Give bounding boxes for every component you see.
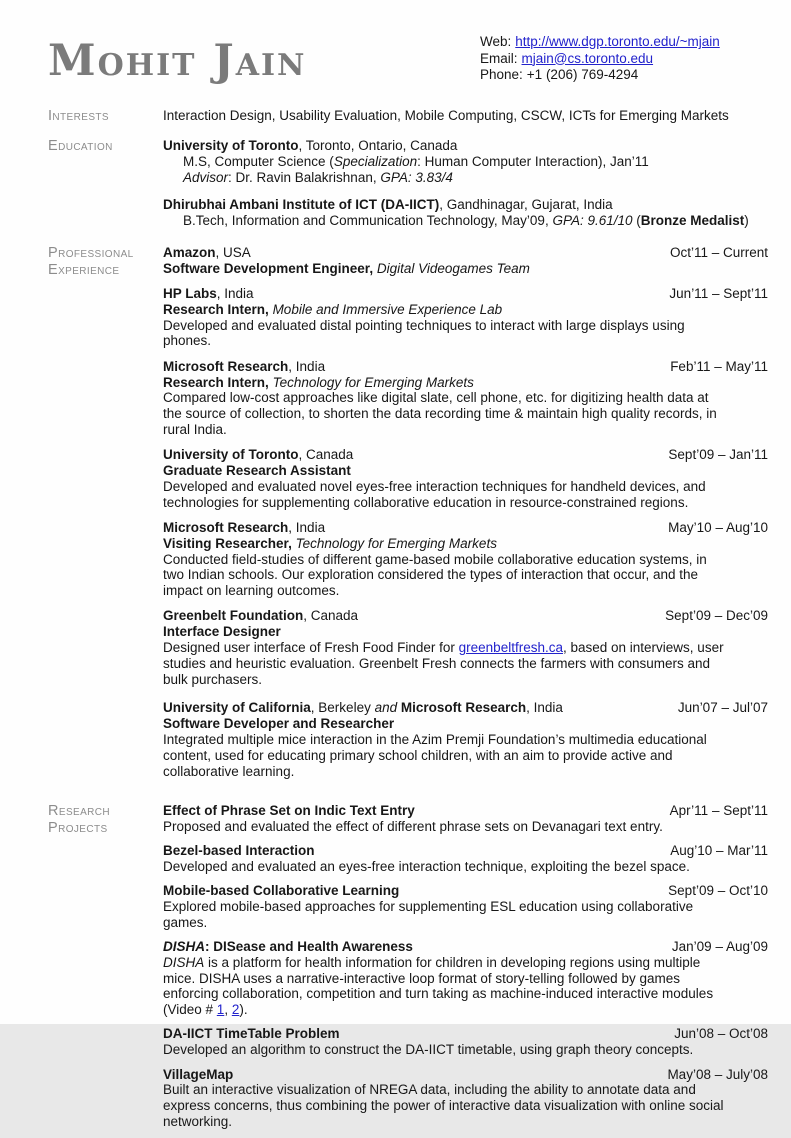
role-title: Research Intern [163, 301, 266, 317]
and-word: and [374, 700, 398, 716]
description: Compared low-cost approaches like digital slate, cell phone, etc. for digitizing health data at the source of collection, to shorten the data recording time & maintain high quality records, in rural India. [163, 390, 717, 437]
experience-entry [163, 520, 768, 599]
org-name: University of Toronto [163, 447, 299, 463]
degree-line [163, 213, 768, 229]
section-label-education: Education [48, 138, 113, 154]
description [163, 640, 729, 687]
org-location: , India [288, 358, 326, 374]
experience-entry [163, 286, 768, 349]
org-location: , Gandhinagar, Gujarat, India [439, 197, 613, 213]
contact-phone [480, 67, 768, 84]
experience-entry [163, 245, 768, 277]
description-text: is a platform for health information for children in developing regions using multiple mice. DISHA uses a narrative-interactive loop format of story-telling followed by games enforcing collaboration, competition and turn taking as machine-induced interactive modules (Video # [163, 954, 714, 1018]
project-entry [163, 1026, 768, 1058]
org-line [163, 520, 325, 536]
experience-entry [163, 447, 768, 510]
date-range: May’10 – Aug’10 [668, 519, 768, 535]
degree-text: B.Tech, Information and Communication Technology, May’09, [183, 213, 553, 229]
role-line [163, 624, 768, 640]
title-text: Bezel-based Interaction [163, 842, 315, 858]
role-line [163, 463, 768, 479]
description: Developed and evaluated an eyes-free interaction technique, exploiting the bezel space. [163, 858, 690, 874]
role-sep: , [265, 374, 273, 390]
org-line [163, 359, 325, 375]
role-sep: , [369, 260, 377, 276]
title-text: DA-IICT TimeTable Problem [163, 1026, 340, 1042]
project-title [163, 939, 413, 955]
org-location: , India [288, 519, 326, 535]
role-line [163, 375, 768, 391]
role-line [163, 302, 768, 318]
date-range: Jun’11 – Sept’11 [669, 286, 768, 302]
section-experience [48, 245, 768, 789]
date-range: Aug’10 – Mar’11 [670, 842, 768, 858]
org-line [163, 245, 251, 261]
email-label: Email: [480, 50, 518, 66]
title-text: : DISease and Health Awareness [205, 938, 413, 954]
role-title: Research Intern [163, 374, 266, 390]
contact-email [480, 51, 768, 68]
section-education [48, 138, 768, 229]
date-range: Apr’11 – Sept’11 [669, 802, 768, 818]
date-range: Sept’09 – Dec’09 [665, 608, 768, 624]
title-text: Effect of Phrase Set on Indic Text Entry [163, 802, 415, 818]
disha-word: DISHA [163, 938, 206, 954]
date-range: May’08 – July’08 [667, 1066, 768, 1082]
section-label-experience: Professional Experience [48, 244, 134, 278]
education-entry [163, 138, 768, 185]
date-range: Oct’11 – Current [669, 244, 768, 260]
title-text: Mobile-based Collaborative Learning [163, 883, 400, 899]
org-location: , USA [215, 244, 251, 260]
greenbeltfresh-link[interactable]: greenbeltfresh.ca [458, 640, 563, 656]
description: Developed an algorithm to construct the DA-IICT timetable, using graph theory concepts. [163, 1042, 694, 1058]
org-line [163, 447, 353, 463]
phone-label: Phone: [480, 67, 523, 82]
role-detail: Digital Videogames Team [376, 260, 530, 276]
org-name: Microsoft Research [163, 519, 289, 535]
description: Developed and evaluated novel eyes-free interaction techniques for handheld devices, and technologies for supplementing collaborative education in resource-constrained regions. [163, 478, 706, 510]
education-org-line [163, 197, 768, 213]
phone-value: +1 (206) 769-4294 [526, 67, 639, 82]
project-entry [163, 1067, 768, 1130]
org-line [163, 608, 358, 624]
org-name-2: Microsoft Research [397, 700, 527, 716]
project-title [163, 843, 315, 859]
section-projects [48, 803, 768, 1138]
org-location: , India [216, 286, 254, 302]
role-detail: Mobile and Immersive Experience Lab [272, 301, 503, 317]
org-name: Dhirubhai Ambani Institute of ICT (DA-IICT) [163, 197, 440, 213]
web-label: Web: [480, 34, 512, 49]
project-title [163, 1026, 340, 1042]
org-line [163, 700, 563, 716]
title-text: VillageMap [163, 1066, 234, 1082]
date-range: Sept’09 – Oct’10 [668, 883, 768, 899]
contact-block [480, 30, 768, 84]
description: Developed and evaluated distal pointing techniques to interact with large displays using phones. [163, 317, 685, 349]
org-line [163, 286, 254, 302]
web-link[interactable]: http://www.dgp.toronto.edu/~mjain [515, 34, 720, 49]
honor-post: ) [744, 213, 749, 229]
project-entry [163, 939, 768, 1018]
org-name: HP Labs [163, 286, 217, 302]
org-name: University of California [163, 700, 311, 716]
project-entry [163, 803, 768, 835]
contact-web [480, 34, 768, 51]
description: Proposed and evaluated the effect of different phrase sets on Devanagari text entry. [163, 818, 663, 834]
description: Explored mobile-based approaches for supplementing ESL education using collaborative games. [163, 898, 694, 930]
email-link[interactable]: mjain@cs.toronto.edu [521, 50, 654, 66]
gpa-value: GPA: 3.83/4 [380, 169, 453, 185]
role-sep: , [265, 301, 273, 317]
description: Conducted field-studies of different game-based mobile collaborative education systems, in two Indian schools. Our exploration considered the types of interaction that occur, and the impact on learning outcomes. [163, 551, 707, 599]
role-title: Software Development Engineer [163, 260, 370, 276]
org-location: , Canada [298, 447, 354, 463]
role-line [163, 261, 768, 277]
video-link-1[interactable]: 1 [216, 1002, 225, 1018]
section-label-interests: Interests [48, 108, 109, 124]
experience-entry [163, 359, 768, 438]
org-location: , Toronto, Ontario, Canada [298, 138, 458, 153]
specialization-word: Specialization [333, 153, 418, 169]
degree-line [163, 154, 768, 170]
degree-text-end: : Human Computer Interaction), Jan’11 [417, 153, 649, 169]
org-name: Greenbelt Foundation [163, 608, 304, 624]
org-name: Amazon [163, 244, 216, 260]
project-title [163, 883, 399, 899]
description [163, 955, 729, 1018]
role-detail: Technology for Emerging Markets [272, 374, 474, 390]
education-org-line [163, 138, 768, 154]
description: Built an interactive visualization of NREGA data, including the ability to annotate data and express concerns, thus combining the power of interactive data visualization with online social networking. [163, 1082, 724, 1129]
degree-text: M.S, Computer Science ( [183, 153, 334, 169]
video-sep: , [224, 1002, 232, 1018]
role-line [163, 716, 768, 732]
video-link-2[interactable]: 2 [231, 1002, 240, 1018]
project-entry [163, 843, 768, 875]
org-name: University of Toronto [163, 138, 299, 153]
project-title [163, 1067, 233, 1083]
honor-text: Bronze Medalist [640, 213, 745, 229]
role-title: Visiting Researcher [163, 535, 289, 551]
education-entry [163, 197, 768, 229]
role-line [163, 536, 768, 552]
header [48, 30, 768, 84]
org-location-2: , India [526, 700, 563, 716]
description: Integrated multiple mice interaction in the Azim Premji Foundation’s multimedia educational content, used for educating primary school children, with an aim to provide active and collaborative learning. [163, 732, 707, 779]
section-interests [48, 108, 768, 125]
advisor-word: Advisor [183, 169, 229, 185]
date-range: Jun’08 – Oct’08 [674, 1026, 768, 1042]
role-title: Software Developer and Researcher [163, 716, 395, 732]
role-title: Interface Designer [163, 624, 281, 640]
experience-entry [163, 700, 768, 779]
honor-pre: ( [632, 213, 641, 229]
date-range: Sept’09 – Jan’11 [668, 447, 768, 463]
advisor-line [163, 170, 768, 186]
role-detail: Technology for Emerging Markets [295, 535, 497, 551]
interests-text: Interaction Design, Usability Evaluation, Mobile Computing, CSCW, ICTs for Emerging Markets [163, 108, 729, 123]
person-name: Mohit Jain [48, 36, 307, 86]
experience-entry [163, 608, 768, 687]
date-range: Jun’07 – Jul’07 [677, 700, 768, 716]
description-text-end: , based on interviews, user studies and heuristic evaluation. Greenbelt Fresh connects the farmers with consumers and bulk purchasers. [163, 640, 724, 687]
org-location: , Berkeley [310, 700, 375, 716]
org-location: , Canada [303, 608, 359, 624]
gpa-value: GPA: 9.61/10 [552, 213, 633, 229]
project-entry [163, 883, 768, 930]
description-text-end: ). [239, 1002, 248, 1018]
project-title [163, 803, 415, 819]
date-range: Jan’09 – Aug’09 [671, 938, 768, 954]
role-sep: , [288, 535, 296, 551]
date-range: Feb’11 – May’11 [670, 358, 768, 374]
org-name: Microsoft Research [163, 358, 289, 374]
description-text: Designed user interface of Fresh Food Finder for [163, 640, 459, 656]
advisor-text: : Dr. Ravin Balakrishnan, [228, 169, 381, 185]
section-label-projects: Research Projects [48, 802, 111, 836]
disha-word: DISHA [163, 954, 205, 970]
role-title: Graduate Research Assistant [163, 463, 351, 479]
